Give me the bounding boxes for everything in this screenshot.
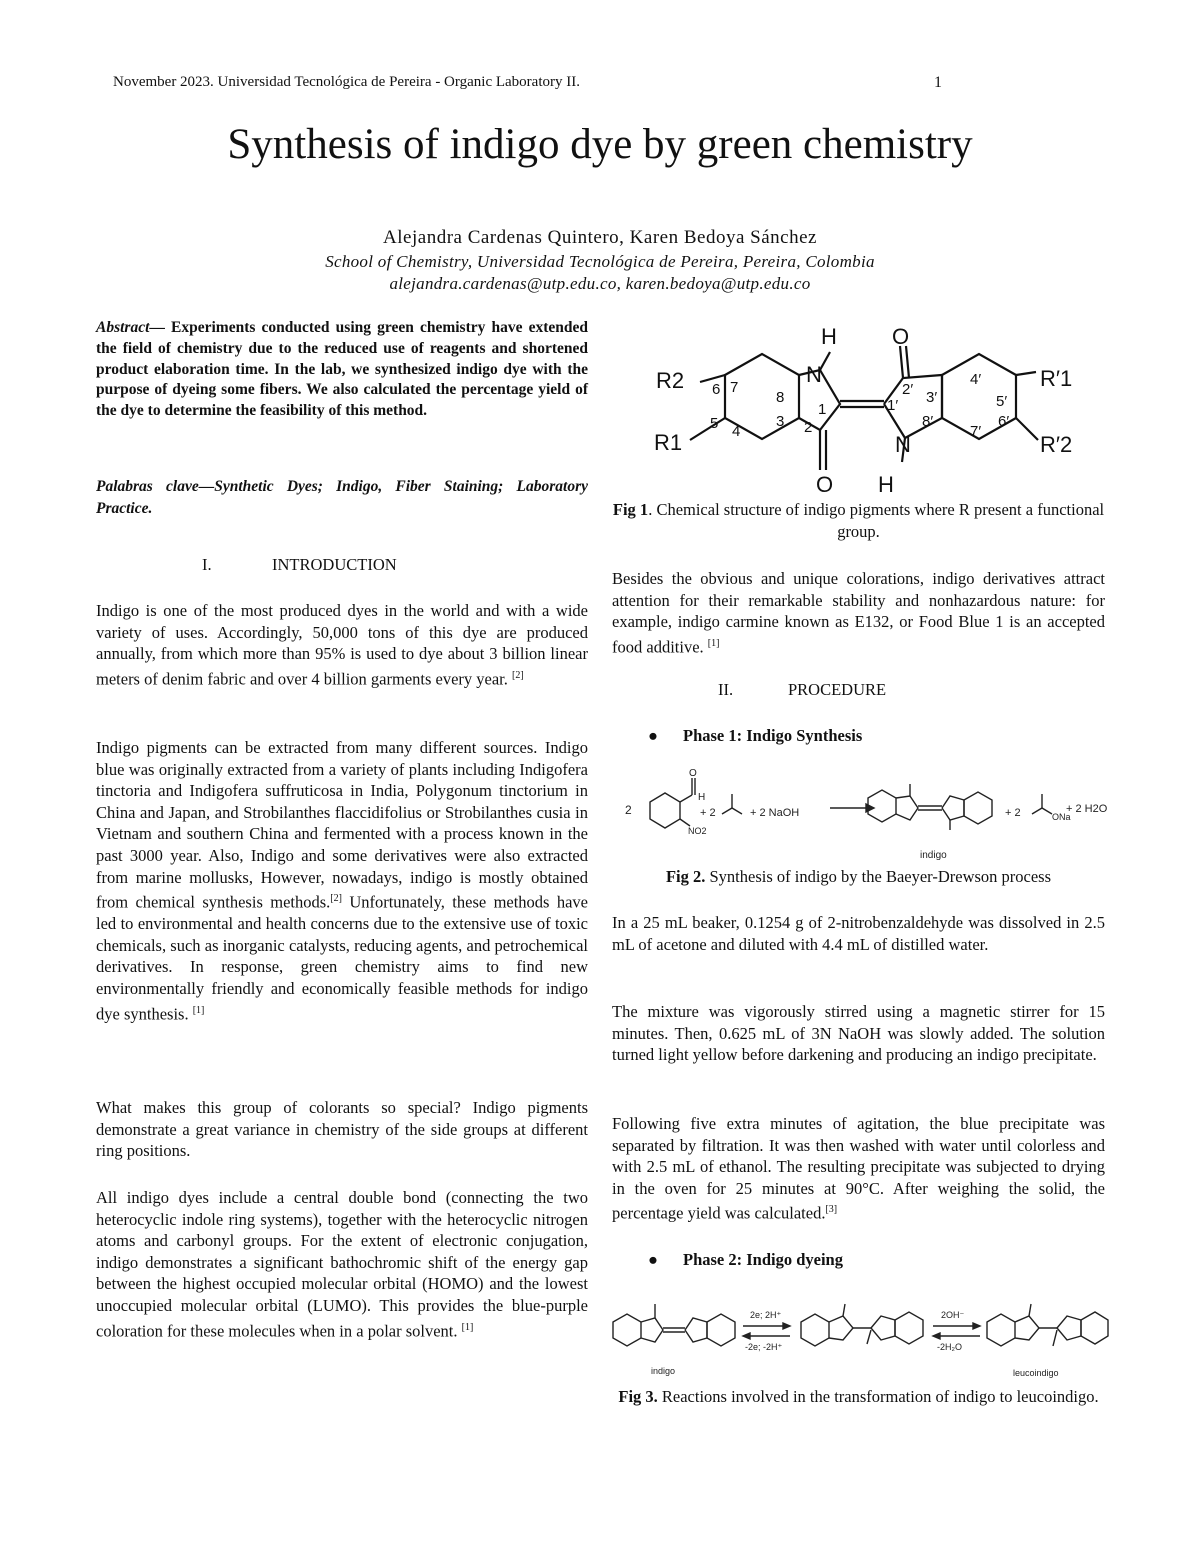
fig2-reaction-scheme bbox=[620, 762, 1110, 862]
abstract-text: Experiments conducted using green chemistry have extended the field of chemistry due to the reduced use of reagents and shortened product elaboration time. In the lab, we synthesized indigo dye with the purpose of dyeing some fibers. We also calculated the percentage yield of the dye to determine the feasibility of this method. bbox=[96, 319, 589, 420]
page-number: 1 bbox=[934, 74, 942, 91]
intro-paragraph-4 bbox=[96, 1187, 588, 1342]
position-number: 8 bbox=[776, 389, 785, 406]
paragraph-text: All indigo dyes include a central double bond (connecting the two heterocyclic indole ring systems), together with the heterocyclic nitrogen atoms and carbonyl groups. For the extent of electronic conjugation, indigo demonstrates a significant bathochromic shift of the energy gap between the highest occupied molecular orbital (HOMO) and the lowest unoccupied molecular orbital (LUMO). This provides the blue-purple coloration for these molecules when in a polar solvent. bbox=[96, 1188, 588, 1341]
atom-label: O bbox=[892, 324, 910, 349]
position-number: 3 bbox=[776, 413, 785, 430]
position-number: 6′ bbox=[998, 413, 1010, 430]
citation: [1] bbox=[707, 637, 720, 649]
position-number: 2 bbox=[804, 419, 813, 436]
position-number: 8′ bbox=[922, 413, 934, 430]
paper-title: Synthesis of indigo dye by green chemistry bbox=[227, 121, 973, 168]
paragraph-text: Following five extra minutes of agitation, the blue precipitate was separated by filtration. It was then washed with water until colorless and with 2.5 mL of ethanol. The resulting precipitate was subjected to drying in the oven for 25 minutes at 90°C. After weighing the solid, the percentage yield was calculated. bbox=[612, 1114, 1105, 1223]
fig3-indigo-leucoindigo-scheme bbox=[605, 1282, 1110, 1382]
paragraph-text: Besides the obvious and unique colorations, indigo derivatives attract attention for their remarkable stability and nonhazardous nature: for example, indigo carmine known as E132, or Food Blue 1 is an accepted food additive. bbox=[612, 569, 1105, 657]
caption-label: Fig 3. bbox=[618, 1387, 658, 1406]
position-number: 4 bbox=[732, 423, 741, 440]
paragraph-text: The mixture was vigorously stirred using a magnetic stirrer for 15 minutes. Then, 0.625 mL of 3N NaOH was slowly added. The solution turned light yellow before darkening and producing an indigo precipitate. bbox=[612, 1002, 1105, 1065]
position-number: 1′ bbox=[887, 397, 899, 414]
paragraph-text: Indigo is one of the most produced dyes in the world and with a wide variety of uses. Accordingly, 50,000 tons of this dye are produced annually, from which more than 95% is used to dye about 3 billion linear meters of denim fabric and over 4 billion garments every year. bbox=[96, 601, 588, 689]
product-coefficient: + 2 bbox=[1005, 807, 1021, 819]
position-number: 5′ bbox=[996, 393, 1008, 410]
section-heading-introduction bbox=[202, 555, 397, 575]
caption-label: Fig 2. bbox=[665, 867, 706, 886]
atom-label: N bbox=[895, 432, 911, 457]
affiliation: School of Chemistry, Universidad Tecnológica de Pereira, Pereira, Colombia bbox=[325, 252, 875, 271]
caption-text: . Chemical structure of indigo pigments where R present a functional group. bbox=[648, 500, 1105, 541]
citation: [3] bbox=[825, 1204, 838, 1216]
atom-label: H bbox=[698, 792, 706, 803]
reaction-condition: 2OH⁻ bbox=[941, 1310, 965, 1320]
procedure-paragraph-3 bbox=[612, 1113, 1105, 1224]
atom-label: O bbox=[816, 472, 834, 497]
section-title: PROCEDURE bbox=[788, 680, 887, 699]
right-paragraph-1 bbox=[612, 568, 1105, 658]
reagent-label: + 2 NaOH bbox=[750, 807, 800, 819]
procedure-paragraph-1 bbox=[612, 912, 1105, 955]
reagent-coefficient: + 2 bbox=[700, 807, 716, 819]
reaction-condition: -2e; -2H⁺ bbox=[745, 1342, 783, 1352]
atom-label: H bbox=[878, 472, 894, 497]
product-label: + 2 H2O bbox=[1066, 803, 1108, 815]
atom-label: N bbox=[806, 362, 822, 387]
substituent-label: R′1 bbox=[1040, 366, 1073, 391]
atom-label: ONa bbox=[1052, 812, 1071, 822]
atom-label: H bbox=[821, 324, 837, 349]
paragraph-text: In a 25 mL beaker, 0.1254 g of 2-nitrobenzaldehyde was dissolved in 2.5 mL of acetone and diluted with 4.4 mL of distilled water. bbox=[612, 913, 1105, 954]
abstract-dash: — bbox=[149, 319, 172, 336]
caption-text: Reactions involved in the transformation of indigo to leucoindigo. bbox=[657, 1387, 1099, 1406]
authors: Alejandra Cardenas Quintero, Karen Bedoya Sánchez bbox=[383, 227, 817, 248]
abstract bbox=[96, 318, 588, 422]
compound-label: indigo bbox=[920, 850, 947, 861]
caption-text: Synthesis of indigo by the Baeyer-Drewson process bbox=[705, 867, 1052, 886]
fig3-caption bbox=[612, 1386, 1105, 1408]
section-heading-procedure bbox=[718, 680, 886, 700]
fig1-caption bbox=[612, 499, 1105, 543]
position-number: 4′ bbox=[970, 371, 982, 388]
section-number: I. bbox=[202, 555, 212, 574]
coefficient: 2 bbox=[625, 803, 632, 817]
fig1-indigo-structure bbox=[640, 322, 1080, 502]
position-number: 5 bbox=[710, 415, 719, 432]
substituent-label: R1 bbox=[654, 430, 683, 455]
section-number: II. bbox=[718, 680, 734, 699]
phase-title: Phase 1: Indigo Synthesis bbox=[683, 726, 863, 745]
atom-label: O bbox=[689, 768, 697, 779]
position-number: 2′ bbox=[902, 381, 914, 398]
bullet-icon: ● bbox=[648, 1250, 658, 1269]
keywords: Palabras clave—Synthetic Dyes; Indigo, Fiber Staining; Laboratory Practice. bbox=[96, 478, 588, 517]
substituent-label: R′2 bbox=[1040, 432, 1073, 457]
paragraph-text: What makes this group of colorants so special? Indigo pigments demonstrate a great variance in chemistry of the side groups at different ring positions. bbox=[96, 1098, 588, 1161]
paragraph-text: Indigo pigments can be extracted from many different sources. Indigo blue was originally extracted from a variety of plants including Indigofera tinctoria and Indigofera suffruticosa in India, Polygonum tinctorium in China and Japan, and Strobilanthes flaccidifolius or Strobilanthes cusia in Vietnam and southern China and fermented with a process known in the past 3000 year. Also, Indigo and some derivatives were also extracted from marine mollusks, However, nowadays, indigo is mostly obtained from chemical synthesis methods. bbox=[96, 738, 588, 912]
position-number: 6 bbox=[712, 381, 721, 398]
compound-label: leucoindigo bbox=[1013, 1368, 1059, 1378]
phase1-heading bbox=[648, 726, 862, 746]
position-number: 1 bbox=[818, 401, 827, 418]
intro-paragraph-1 bbox=[96, 600, 588, 690]
author-emails: alejandra.cardenas@utp.edu.co, karen.bedoya@utp.edu.co bbox=[389, 274, 811, 293]
position-number: 7 bbox=[730, 379, 739, 396]
bullet-icon: ● bbox=[648, 726, 658, 745]
phase-title: Phase 2: Indigo dyeing bbox=[683, 1250, 843, 1269]
position-number: 3′ bbox=[926, 389, 938, 406]
running-header: November 2023. Universidad Tecnológica de Pereira - Organic Laboratory II. bbox=[113, 74, 580, 90]
procedure-paragraph-2 bbox=[612, 1001, 1105, 1066]
citation: [2] bbox=[512, 669, 524, 681]
citation: [1] bbox=[461, 1321, 474, 1333]
caption-label: Fig 1 bbox=[612, 500, 649, 519]
section-title: INTRODUCTION bbox=[272, 555, 397, 574]
reaction-condition: 2e; 2H⁺ bbox=[750, 1310, 782, 1320]
citation: [1] bbox=[192, 1004, 205, 1016]
paragraph-text-continued: Unfortunately, these methods have led to environmental and health concerns due to the extensive use of toxic chemicals, such as inorganic catalysts, reducing agents, and petrochemical derivatives. In response, green chemistry aims to find new environmentally friendly and economically feasible methods for indigo dye synthesis. bbox=[96, 892, 588, 1024]
intro-paragraph-3 bbox=[96, 1097, 588, 1162]
reaction-condition: -2H₂O bbox=[937, 1342, 962, 1352]
substituent-label: R2 bbox=[656, 368, 685, 393]
phase2-heading bbox=[648, 1250, 843, 1270]
fig2-caption bbox=[612, 866, 1105, 888]
compound-label: indigo bbox=[651, 1366, 676, 1376]
abstract-label: Abstract bbox=[96, 319, 150, 336]
position-number: 7′ bbox=[970, 423, 982, 440]
intro-paragraph-2 bbox=[96, 737, 588, 1025]
citation: [2] bbox=[330, 893, 342, 905]
atom-label: NO2 bbox=[688, 826, 707, 836]
